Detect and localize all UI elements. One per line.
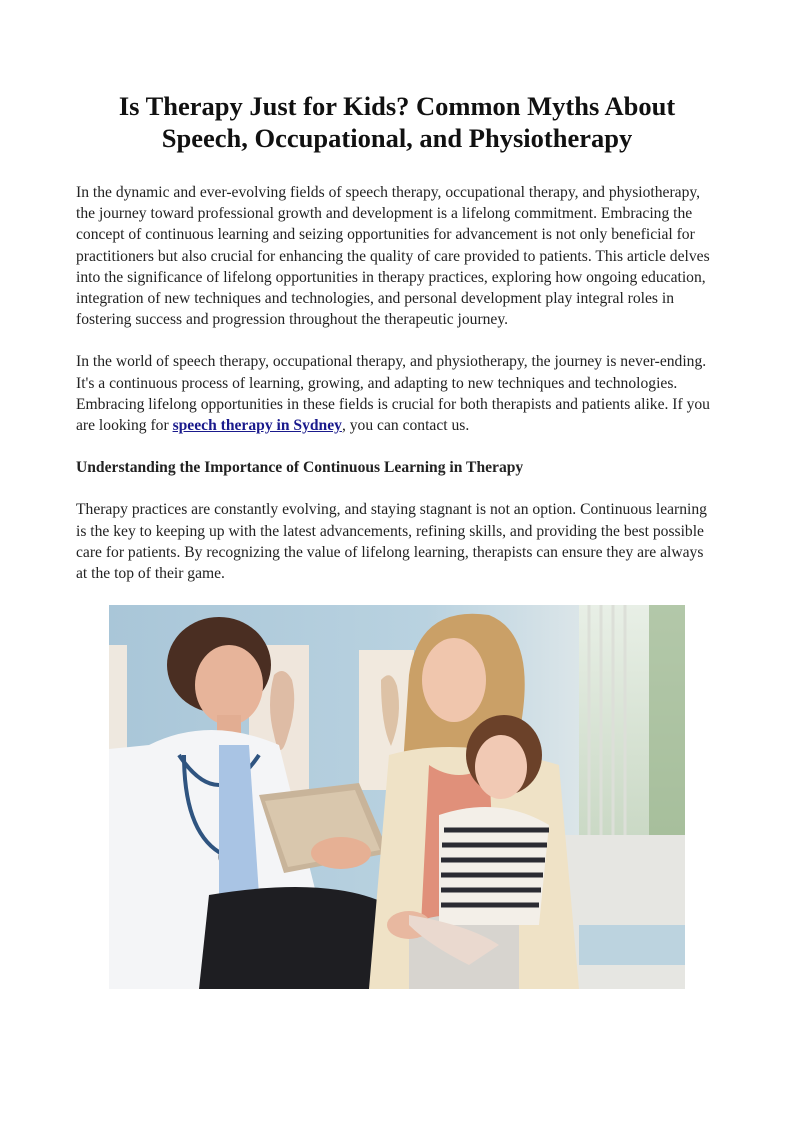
- speech-therapy-sydney-link[interactable]: speech therapy in Sydney: [172, 417, 342, 435]
- intro-paragraph: In the dynamic and ever-evolving fields of speech therapy, occupational therapy, and physiotherapy, the journey toward professional growth and development is a lifelong commitment. Embracing the concept of continuous learning and seizing opportunities for advancement is not only beneficial for practitioners but also crucial for enhancing the quality of care provided to patients. This article delves into the significance of lifelong opportunities in therapy practices, exploring how ongoing education, integration of new techniques and technologies, and personal development play integral roles in fostering success and progression throughout the therapeutic journey.: [76, 184, 710, 329]
- paragraph-text-end: , you can contact us.: [341, 417, 470, 435]
- article-photo: [109, 605, 685, 989]
- section-heading: Understanding the Importance of Continuous Learning in Therapy: [76, 459, 524, 477]
- article: [76, 90, 718, 584]
- paragraph-text: In the world of speech therapy, occupational therapy, and physiotherapy, the journey is never-ending. It's a continuous process of learning, growing, and adapting to new techniques and technologies. Embracing lifelong opportunities in these fields is crucial for both therapists and patients alike. If you are looking for: [76, 353, 710, 435]
- body-paragraph: [76, 351, 718, 436]
- page-title: Is Therapy Just for Kids? Common Myths About Speech, Occupational, and Physiotherapy: [118, 91, 676, 153]
- section-paragraph: Therapy practices are constantly evolving, and staying stagnant is not an option. Continuous learning is the key to keeping up with the latest advancements, refining skills, and providing the best possible care for patients. By recognizing the value of lifelong learning, therapists can ensure they are always at the top of their game.: [76, 501, 707, 583]
